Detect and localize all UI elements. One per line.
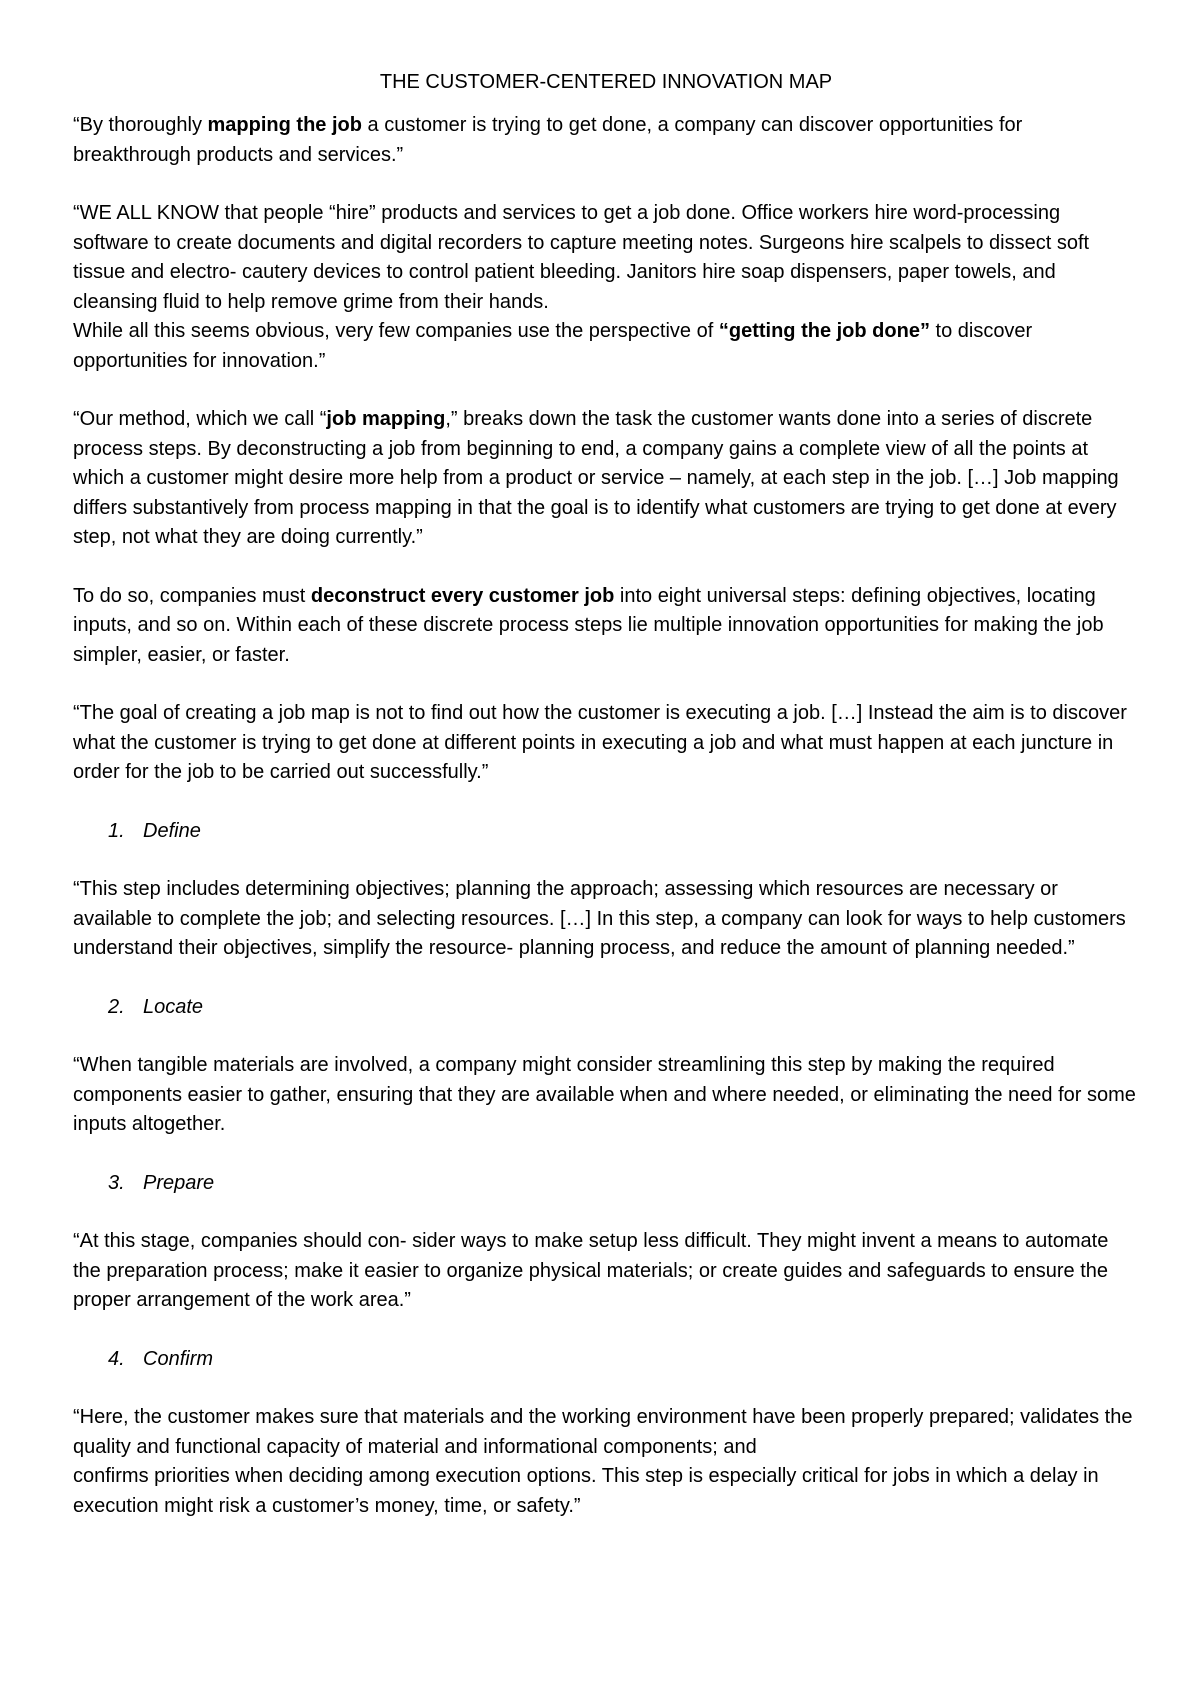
step-label: Define <box>143 819 201 842</box>
intro-quote-paragraph <box>73 111 1139 170</box>
bold-phrase: deconstruct every customer job <box>310 584 615 607</box>
step-number: 3. <box>108 1171 125 1194</box>
bold-phrase: mapping the job <box>207 114 362 136</box>
text-run: confirms priorities when deciding among execution options. This step is especially critical for jobs in which a delay in execution might risk a customer’s money, time, or safety.” <box>73 1465 1099 1517</box>
text-run: to discover opportunities for innovation.” <box>73 320 1033 372</box>
step-heading-locate <box>73 993 1139 1023</box>
text-run: “By thoroughly <box>73 114 208 136</box>
text-run: “Our method, which we call “ <box>73 408 327 430</box>
step-heading-prepare <box>73 1169 1139 1199</box>
text-run: “WE ALL KNOW that people “hire” products and services to get a job done. Office workers hire word-processing software to create documents and digital recorders to capture meeting notes. Surgeons hire scalpels to dissect soft tissue and electro- cautery devices to control patient bleeding. Janitors hire soap dispensers, paper towels, and cleansing fluid to help remove grime from their hands. <box>73 202 1090 313</box>
step-confirm-paragraph <box>73 1403 1139 1521</box>
step-number: 4. <box>108 1347 125 1370</box>
step-label: Prepare <box>143 1171 215 1194</box>
step-label: Confirm <box>143 1347 214 1370</box>
step-number: 1. <box>108 819 125 842</box>
text-run: ,” breaks down the task the customer wants done into a series of discrete process steps. By deconstructing a job from beginning to end, a company gains a complete view of all the points at which a customer might desire more help from a product or service – namely, at each step in the job. […] Job mapping differs substantively from process mapping in that the goal is to identify what customers are trying to get done at every step, not what they are doing currently.” <box>73 408 1119 548</box>
text-run: “Here, the customer makes sure that materials and the working environment have been properly prepared; validates the quality and functional capacity of material and informational components; and <box>73 1406 1133 1458</box>
page-title: THE CUSTOMER-CENTERED INNOVATION MAP <box>379 71 833 93</box>
step-locate-paragraph: “When tangible materials are involved, a company might consider streamlining this step by making the required components easier to gather, ensuring that they are available when and where needed, or eliminating the need for some inputs altogether. <box>73 1054 1136 1135</box>
step-heading-confirm <box>73 1345 1139 1375</box>
step-label: Locate <box>143 995 204 1018</box>
text-run: To do so, companies must <box>73 584 311 607</box>
step-number: 2. <box>108 995 125 1018</box>
goal-paragraph: “The goal of creating a job map is not to find out how the customer is executing a job. […] Instead the aim is to discover what the customer is trying to get done at different points in executing a job and what must happen at each juncture in order for the job to be carried out successfully.” <box>73 702 1127 783</box>
step-heading-define <box>73 817 1139 847</box>
hire-paragraph <box>73 199 1139 376</box>
method-paragraph <box>73 405 1139 553</box>
text-run: While all this seems obvious, very few companies use the perspective of <box>73 320 719 342</box>
bold-phrase: job mapping <box>326 408 446 430</box>
text-run: into eight universal steps: defining objectives, locating inputs, and so on. Within each of these discrete process steps lie multiple innovation opportunities for making the job simpler, easier, or faster. <box>73 584 1104 666</box>
deconstruct-paragraph <box>73 582 1139 671</box>
document-page <box>73 68 1139 1550</box>
text-run: a customer is trying to get done, a company can discover opportunities for breakthrough products and services.” <box>73 114 1023 166</box>
step-prepare-paragraph: “At this stage, companies should con- sider ways to make setup less difficult. They might invent a means to automate the preparation process; make it easier to organize physical materials; or create guides and safeguards to ensure the proper arrangement of the work area.” <box>73 1230 1109 1311</box>
bold-phrase: “getting the job done” <box>718 320 930 342</box>
step-define-paragraph: “This step includes determining objectives; planning the approach; assessing which resources are necessary or available to complete the job; and selecting resources. […] In this step, a company can look for ways to help customers understand their objectives, simplify the resource- planning process, and reduce the amount of planning needed.” <box>73 878 1126 959</box>
